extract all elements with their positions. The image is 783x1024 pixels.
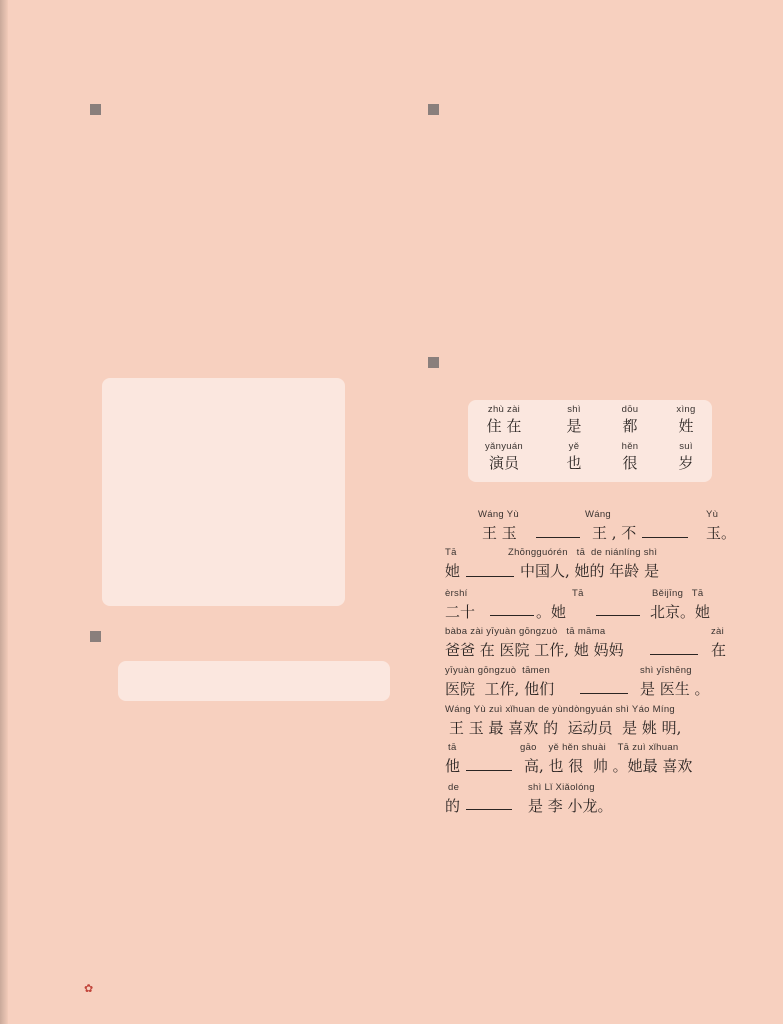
answer-blank	[650, 653, 698, 655]
passage-text: 。她	[536, 603, 567, 621]
answer-blank	[536, 536, 580, 538]
passage-text: 的	[445, 797, 461, 815]
passage-text: 高, 也 很 帅 。她最 喜欢	[524, 757, 693, 775]
word-pinyin: yǎnyuán	[484, 441, 524, 452]
passage-pinyin: bàba zài yīyuàn gōngzuò tā māma	[445, 626, 606, 637]
passage-pinyin: gāo yě hěn shuài Tā zuì xǐhuan	[520, 742, 679, 753]
passage-text: 王 玉 最 喜欢 的 运动员 是 姚 明,	[449, 719, 682, 737]
passage-pinyin: shì yīshēng	[640, 665, 692, 676]
flower-icon: ✿	[84, 983, 94, 995]
passage-text: 她	[445, 562, 461, 580]
passage-pinyin: Wáng Yù	[478, 509, 520, 520]
word-option	[600, 441, 660, 473]
passage-pinyin: Wáng	[585, 509, 612, 520]
passage-text: 北京。她	[650, 603, 711, 621]
passage-text: 在	[711, 641, 727, 659]
word-chinese: 住 在	[486, 417, 522, 435]
exercise-2-word-box	[118, 661, 390, 701]
word-chinese: 岁	[678, 454, 694, 472]
word-option	[544, 441, 604, 473]
passage-text: 爸爸 在 医院 工作, 她 妈妈	[445, 641, 624, 659]
word-pinyin: zhù zài	[487, 404, 521, 415]
word-pinyin: xìng	[676, 404, 696, 415]
passage-pinyin: yīyuàn gōngzuò tāmen	[445, 665, 551, 676]
word-chinese: 姓	[678, 417, 694, 435]
word-option	[474, 441, 534, 473]
exercise-1-heading	[90, 104, 106, 121]
answer-blank	[466, 575, 514, 577]
passage-pinyin: shì Lǐ Xiǎolóng	[528, 782, 595, 793]
passage-pinyin: Wáng Yù zuì xǐhuan de yùndòngyuán shì Yáo Míng	[445, 704, 675, 715]
exercise-number	[90, 631, 101, 642]
passage-text: 玉。	[706, 524, 737, 542]
passage-pinyin: Tā	[572, 588, 584, 599]
passage-pinyin: zài	[711, 626, 725, 637]
word-pinyin: hěn	[621, 441, 639, 452]
word-option	[656, 404, 716, 436]
passage-pinyin: Tā	[445, 547, 457, 558]
page-gutter	[0, 0, 8, 1024]
passage-pinyin: Běijīng Tā	[652, 588, 704, 599]
exercise-number	[90, 104, 101, 115]
word-pinyin: suì	[679, 441, 693, 452]
word-chinese: 都	[622, 417, 638, 435]
word-pinyin: dōu	[621, 404, 639, 415]
word-chinese: 是	[566, 417, 582, 435]
exercise-4-heading	[428, 357, 758, 391]
exercise-1-answer-box	[102, 378, 345, 606]
answer-blank	[642, 536, 688, 538]
passage-pinyin: Zhōngguórén tā de niánlíng shì	[508, 547, 658, 558]
passage-text: 王 , 不	[592, 524, 637, 542]
passage-text: 是 李 小龙。	[528, 797, 613, 815]
answer-blank	[580, 692, 628, 694]
word-chinese: 演员	[488, 454, 519, 472]
passage-pinyin: tā	[448, 742, 457, 753]
passage-text: 医院 工作, 他们	[445, 680, 555, 698]
word-pinyin: yě	[568, 441, 580, 452]
word-pinyin: shì	[567, 404, 581, 415]
exercise-number	[428, 357, 439, 368]
answer-blank	[466, 808, 512, 810]
passage-text: 中国人, 她的 年龄 是	[520, 562, 660, 580]
word-option	[656, 441, 716, 473]
passage-pinyin: de	[448, 782, 460, 793]
answer-blank	[596, 614, 640, 616]
exercise-3-heading	[428, 104, 758, 138]
word-option	[474, 404, 534, 436]
page-footer	[84, 982, 93, 995]
passage-text: 他	[445, 757, 461, 775]
answer-blank	[466, 769, 512, 771]
word-chinese: 很	[622, 454, 638, 472]
passage-text: 是 医生 。	[640, 680, 710, 698]
passage-pinyin: Yù	[706, 509, 719, 520]
word-option	[544, 404, 604, 436]
answer-blank	[490, 614, 534, 616]
exercise-2-heading	[90, 631, 106, 648]
passage-text: 二十	[445, 603, 476, 621]
word-option	[600, 404, 660, 436]
word-chinese: 也	[566, 454, 582, 472]
passage-text: 王 玉	[482, 524, 517, 542]
exercise-number	[428, 104, 439, 115]
passage-pinyin: èrshí	[445, 588, 468, 599]
